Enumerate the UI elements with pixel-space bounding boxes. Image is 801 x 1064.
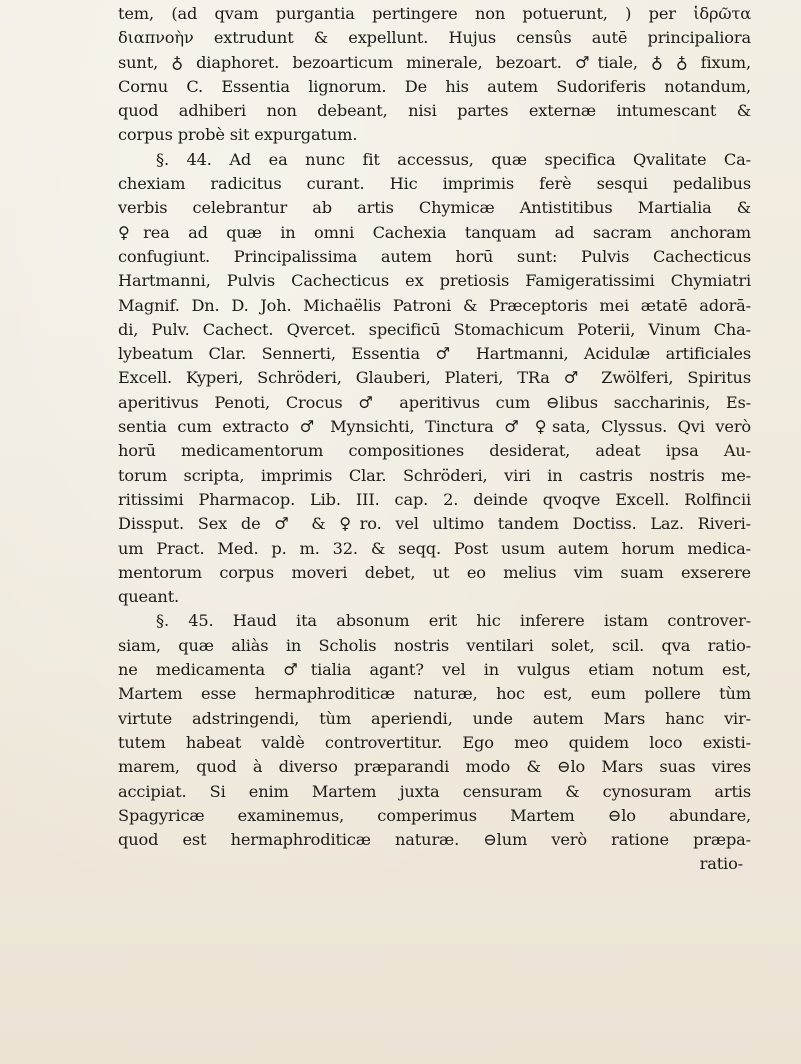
text-line: um Pract. Med. p. m. 32. & seqq. Post usum autem horum medica- (118, 538, 751, 558)
text-line: quod est hermaphroditicæ naturæ. ⊖lum verò ratione præpa- (118, 830, 751, 850)
text-line: sunt, ♁ diaphoret. bezoarticum minerale, bezoart. ♂tiale, ♁ ♁ fixum, (118, 52, 751, 72)
text-line: ♀rea ad quæ in omni Cachexia tanquam ad sacram anchoram (118, 222, 751, 242)
text-line: torum scripta, imprimis Clar. Schröderi, viri in castris nostris me- (118, 465, 751, 485)
text-line: horū medicamentorum compositiones desiderat, adeat ipsa Au- (118, 441, 751, 461)
text-line: Excell. Kyperi, Schröderi, Glauberi, Plateri, TRa ♂ Zwölferi, Spiritus (118, 368, 751, 388)
text-line: confugiunt. Principalissima autem horū sunt: Pulvis Cachecticus (118, 246, 751, 266)
text-line: tutem habeat valdè controvertitur. Ego meo quidem loco existi- (118, 732, 751, 752)
text-line: accipiat. Si enim Martem juxta censuram & cynosuram artis (118, 781, 751, 801)
text-line: διαπνοὴν extrudunt & expellunt. Hujus censûs autē principaliora (118, 28, 751, 48)
paragraph-44-start: §. 44. Ad ea nunc fit accessus, quæ specifica Qvalitate Ca- (156, 149, 751, 169)
text-line: Spagyricæ examinemus, comperimus Martem ⊖lo abundare, (118, 805, 751, 825)
text-line: Dissput. Sex de ♂ & ♀ro. vel ultimo tandem Doctiss. Laz. Riveri- (118, 514, 751, 534)
text-line: Martem esse hermaphroditicæ naturæ, hoc est, eum pollere tùm (118, 684, 751, 704)
text-line: quod adhiberi non debeant, nisi partes externæ intumescant & (118, 101, 751, 121)
text-line: lybeatum Clar. Sennerti, Essentia ♂ Hartmanni, Acidulæ artificiales (118, 344, 751, 364)
text-line: di, Pulv. Cachect. Qvercet. specificū Stomachicum Poterii, Vinum Cha- (118, 319, 751, 339)
text-line: queant. (118, 587, 180, 607)
catchword: ratio- (699, 854, 743, 874)
text-line: sentia cum extracto ♂ Mynsichti, Tinctura ♂ ♀sata, Clyssus. Qvi verò (118, 417, 751, 437)
text-line: siam, quæ aliàs in Scholis nostris ventilari solet, scil. qva ratio- (118, 635, 751, 655)
text-line: Hartmanni, Pulvis Cachecticus ex pretiosis Famigeratissimi Chymiatri (118, 271, 751, 291)
paragraph-45-start: §. 45. Haud ita absonum erit hic inferere istam controver- (156, 611, 751, 631)
text-line: Cornu C. Essentia lignorum. De his autem Sudoriferis notandum, (118, 76, 751, 96)
text-line: verbis celebrantur ab artis Chymicæ Antistitibus Martialia & (118, 198, 751, 218)
text-line: virtute adstringendi, tùm aperiendi, unde autem Mars hanc vir- (118, 708, 751, 728)
text-line: marem, quod à diverso præparandi modo & ⊖lo Mars suas vires (118, 757, 751, 777)
text-line: Magnif. Dn. D. Joh. Michaëlis Patroni & Præceptoris mei ætatē adorā- (118, 295, 751, 315)
text-line: ritissimi Pharmacop. Lib. III. cap. 2. deinde qvoqve Excell. Rolfincii (118, 489, 751, 509)
text-line: mentorum corpus moveri debet, ut eo melius vim suam exserere (118, 562, 751, 582)
text-line: aperitivus Penoti, Crocus ♂ aperitivus cum ⊖libus saccharinis, Es- (118, 392, 751, 412)
text-line: ne medicamenta ♂tialia agant? vel in vulgus etiam notum est, (118, 660, 751, 680)
text-line: tem, (ad qvam purgantia pertingere non potuerunt, ) per ἱδρῶτα (118, 4, 751, 23)
text-line: corpus probè sit expurgatum. (118, 125, 358, 145)
text-line: chexiam radicitus curant. Hic imprimis ferè sesqui pedalibus (118, 174, 751, 194)
